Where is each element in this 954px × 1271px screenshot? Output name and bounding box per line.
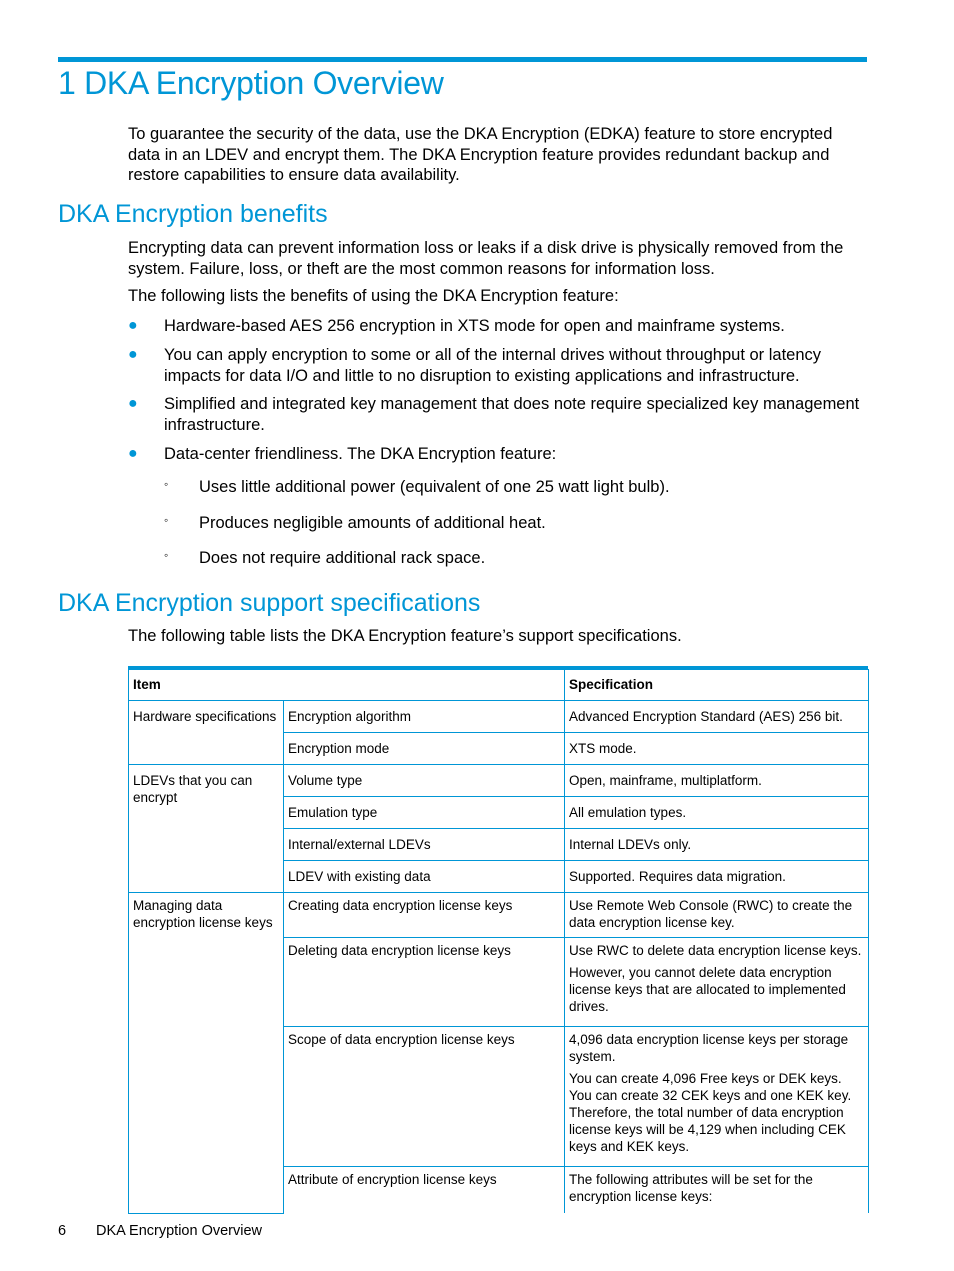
chapter-top-rule [58,57,867,62]
spec-table [128,666,868,1214]
sub-bullet-circle-icon: ◦ [164,548,169,562]
sub-bullet-circle-icon: ◦ [164,513,169,527]
table-row [129,893,869,938]
subitem-cell: Encryption algorithm [284,701,565,733]
sub-bullet-circle-icon: ◦ [164,477,169,491]
spec-line: Use RWC to delete data encryption license keys. [569,943,862,958]
page-number: 6 [58,1223,67,1239]
benefits-paragraph-2: The following lists the benefits of using the DKA Encryption feature: [128,287,619,305]
table-header-specification: Specification [565,670,869,701]
spec-cell: Internal LDEVs only. [565,829,869,861]
table-row [129,701,869,733]
subitem-cell: LDEV with existing data [284,861,565,893]
spec-line: You can create 4,096 Free keys or DEK keys. You can create 32 CEK keys and one KEK key. Therefore, the total number of data encryption license keys will be 4,129 when including CEK keys and KEK keys. [569,1071,852,1154]
subitem-cell: Encryption mode [284,733,565,765]
bullet-dot-icon: ● [128,346,138,363]
benefits-heading: DKA Encryption benefits [58,200,328,228]
bullet-dot-icon: ● [128,395,138,412]
spec-cell: Open, mainframe, multiplatform. [565,765,869,797]
bullet-dot-icon: ● [128,445,138,462]
spec-cell: All emulation types. [565,797,869,829]
table-header-item: Item [129,670,565,701]
spec-cell [565,1027,869,1167]
intro-paragraph: To guarantee the security of the data, use the DKA Encryption (EDKA) feature to store encrypted data in an LDEV and encrypt them. The DKA Encryption feature provides redundant backup and restore capabilities to ensure data availability. [128,125,833,184]
specs-paragraph: The following table lists the DKA Encryption feature’s support specifications. [128,627,682,645]
benefit-bullet: ● You can apply encryption to some or all of the internal drives without throughput or latency impacts for data I/O and little to no disruption to existing applications and infrastructure. [128,346,822,385]
spec-cell: Advanced Encryption Standard (AES) 256 bit. [565,701,869,733]
benefit-bullet: ● Hardware-based AES 256 encryption in XTS mode for open and mainframe systems. [128,317,785,335]
spec-line: 4,096 data encryption license keys per storage system. [569,1032,849,1064]
benefit-sub-bullet: ◦ Does not require additional rack space. [164,548,864,569]
group-cell: Managing data encryption license keys [129,893,284,1214]
spec-cell: Supported. Requires data migration. [565,861,869,893]
spec-cell: Use Remote Web Console (RWC) to create the data encryption license key. [565,893,869,938]
subitem-cell: Scope of data encryption license keys [284,1027,565,1167]
benefit-sub-bullet: ◦ Uses little additional power (equivalent of one 25 watt light bulb). [164,477,864,498]
benefit-bullet: ● Simplified and integrated key management that does note require specialized key management infrastructure. [128,395,860,434]
subitem-cell: Attribute of encryption license keys [284,1167,565,1214]
running-title: DKA Encryption Overview [96,1223,263,1239]
group-cell: LDEVs that you can encrypt [129,765,284,893]
page-footer [58,1223,262,1239]
chapter-title: 1 DKA Encryption Overview [58,65,444,101]
subitem-cell: Internal/external LDEVs [284,829,565,861]
table-row [129,765,869,797]
spec-cell [565,938,869,1027]
specs-heading: DKA Encryption support specifications [58,589,481,617]
subitem-cell: Volume type [284,765,565,797]
spec-cell: The following attributes will be set for the encryption license keys: [565,1167,869,1214]
subitem-cell: Emulation type [284,797,565,829]
benefit-bullet: ● Data-center friendliness. The DKA Encryption feature: [128,445,557,463]
spec-cell: XTS mode. [565,733,869,765]
spec-line: However, you cannot delete data encryption license keys that are allocated to implemented drives. [569,965,846,1014]
subitem-cell: Creating data encryption license keys [284,893,565,938]
benefit-sub-bullet: ◦ Produces negligible amounts of additional heat. [164,513,864,534]
group-cell: Hardware specifications [129,701,284,765]
subitem-cell: Deleting data encryption license keys [284,938,565,1027]
bullet-dot-icon: ● [128,317,138,334]
benefits-paragraph-1: Encrypting data can prevent information loss or leaks if a disk drive is physically removed from the system. Failure, loss, or theft are the most common reasons for information loss. [128,239,844,278]
